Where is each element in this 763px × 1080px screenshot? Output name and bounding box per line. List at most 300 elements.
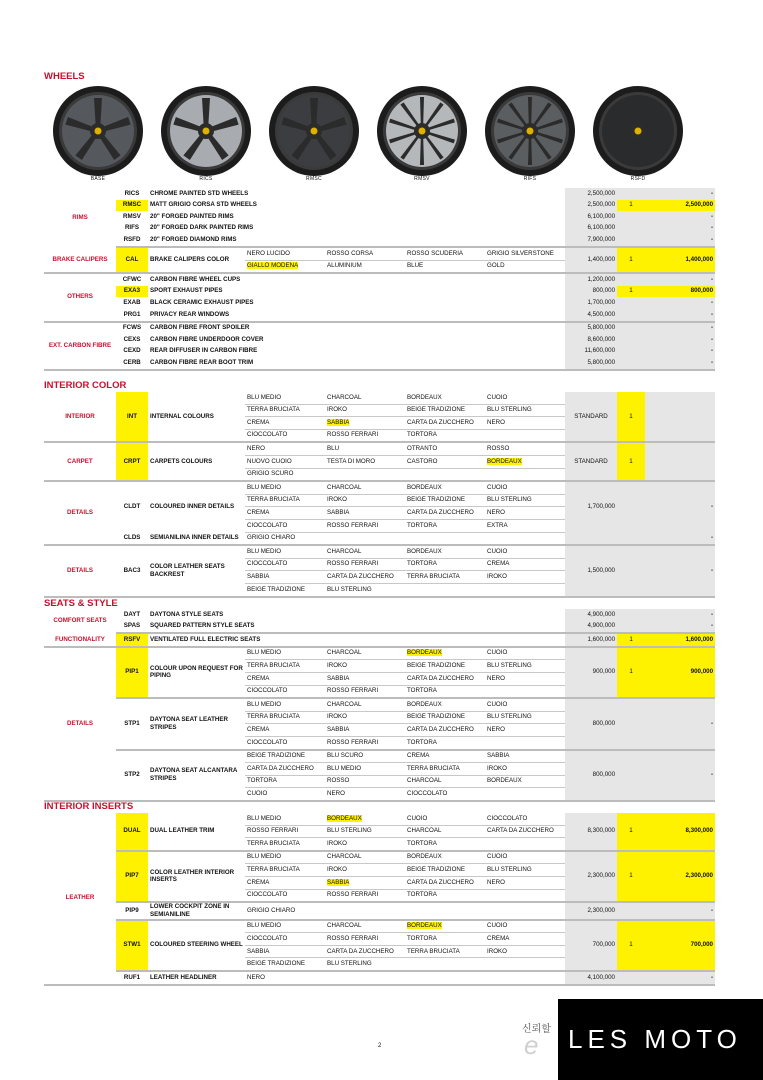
option-total: - [645, 357, 715, 370]
wheel-rmsc [266, 84, 362, 182]
color-choice: GRIGIO SCURO [245, 468, 325, 481]
option-description: COLOR LEATHER SEATS BACKREST [148, 545, 245, 596]
color-choice: CREMA [245, 417, 325, 430]
option-row [44, 322, 715, 335]
color-choice: GOLD [485, 260, 565, 273]
option-row [44, 334, 715, 346]
option-price: 2,500,000 [565, 188, 617, 200]
color-choice: CIOCCOLATO [245, 933, 325, 946]
color-choice: ROSSO FERRARI [325, 558, 405, 571]
wheel-label: RMSC [306, 176, 322, 182]
color-choice [405, 583, 485, 596]
color-choice: IROKO [485, 763, 565, 776]
option-description: 20" FORGED DARK PAINTED RIMS [150, 224, 254, 232]
option-row [44, 813, 715, 825]
option-description: BRAKE CALIPERS COLOR [148, 247, 245, 273]
option-price: 2,300,000 [565, 851, 617, 902]
color-choice: BLU MEDIO [245, 813, 325, 825]
option-description: LEATHER HEADLINER [148, 971, 245, 985]
option-quantity [617, 971, 645, 985]
option-total: - [645, 481, 715, 532]
color-choice [485, 429, 565, 442]
color-choice: NERO [245, 442, 325, 455]
option-row [44, 481, 715, 494]
color-choice: IROKO [325, 838, 405, 851]
color-choice: ROSSO [325, 775, 405, 788]
option-description: CHROME PAINTED STD WHEELS [150, 189, 249, 197]
color-choice [485, 583, 565, 596]
color-choice: CREMA [245, 507, 325, 520]
option-price: 1,700,000 [565, 297, 617, 309]
color-choice: TERRA BRUCIATA [405, 571, 485, 584]
option-description: CARBON FIBRE REAR BOOT TRIM [148, 357, 565, 370]
color-choice: BLU MEDIO [245, 392, 325, 404]
option-row [44, 647, 715, 660]
color-choice: CHARCOAL [325, 698, 405, 711]
option-description: COLOURED STEERING WHEEL [148, 920, 245, 971]
color-choice: SABBIA [245, 571, 325, 584]
color-choice: CREMA [485, 558, 565, 571]
color-choice: CHARCOAL [325, 392, 405, 404]
color-choice: BEIGE TRADIZIONE [245, 583, 325, 596]
option-quantity [617, 322, 645, 335]
category-label: DETAILS [44, 545, 116, 596]
color-choice: CHARCOAL [325, 647, 405, 660]
color-choice: NERO LUCIDO [245, 247, 325, 260]
color-choice [325, 902, 405, 920]
color-choice: TERRA BRUCIATA [245, 838, 325, 851]
color-choice: BLUE [405, 260, 485, 273]
option-total: - [645, 532, 715, 545]
option-code: RUF1 [116, 971, 148, 985]
option-total: - [645, 902, 715, 920]
color-choice: GRIGIO CHIARO [245, 902, 325, 920]
color-choice: BLU MEDIO [325, 763, 405, 776]
color-choice: SABBIA [325, 507, 405, 520]
option-price: 800,000 [565, 750, 617, 801]
color-choice: SABBIA [325, 876, 405, 889]
option-row [44, 442, 715, 455]
color-choice: TORTORA [405, 933, 485, 946]
color-choice: BLU STERLING [485, 660, 565, 673]
color-choice: ALUMINIUM [325, 260, 405, 273]
color-choice: CHARCOAL [405, 775, 485, 788]
option-row [44, 392, 715, 404]
color-choice [325, 971, 405, 985]
option-total [645, 442, 715, 481]
color-choice: CHARCOAL [325, 545, 405, 558]
option-description: CARPETS COLOURS [148, 442, 245, 481]
option-price [565, 532, 617, 545]
color-choice: BORDEAUX [405, 545, 485, 558]
color-choice: CUOIO [485, 698, 565, 711]
color-choice: CIOCCOLATO [485, 813, 565, 825]
option-code: DAYT [123, 610, 141, 618]
color-choice: BLU STERLING [485, 864, 565, 877]
color-choice: CHARCOAL [405, 825, 485, 838]
option-total: - [645, 297, 715, 309]
color-choice: IROKO [485, 945, 565, 958]
option-row [44, 902, 715, 920]
watermark-text: 신뢰할 [522, 1024, 551, 1035]
color-choice: IROKO [325, 711, 405, 724]
option-code: PIP9 [116, 902, 148, 920]
color-choice: CREMA [485, 933, 565, 946]
color-choice: TERRA BRUCIATA [245, 864, 325, 877]
category-label: INTERIOR [44, 392, 116, 442]
option-row [44, 211, 715, 223]
color-choice: CUOIO [485, 920, 565, 933]
option-quantity [617, 481, 645, 532]
option-row [44, 286, 715, 298]
section-title-interior-inserts: INTERIOR INSERTS [44, 801, 134, 812]
option-description: SEMIANILINA INNER DETAILS [148, 532, 245, 545]
option-total: - [645, 309, 715, 322]
color-choice: TERRA BRUCIATA [405, 945, 485, 958]
option-total: - [645, 346, 715, 358]
color-choice: BEIGE TRADIZIONE [245, 750, 325, 763]
color-choice: CIOCCOLATO [245, 558, 325, 571]
option-price: 2,300,000 [565, 902, 617, 920]
color-choice: IROKO [325, 660, 405, 673]
option-price: 1,500,000 [565, 545, 617, 596]
option-price: STANDARD [565, 442, 617, 481]
color-choice [405, 958, 485, 971]
color-choice: TERRA BRUCIATA [245, 404, 325, 417]
color-choice: CUOIO [245, 788, 325, 801]
option-code: INT [116, 392, 148, 442]
option-row [44, 633, 715, 647]
option-row [44, 920, 715, 933]
option-code: CFWC [122, 275, 142, 283]
color-choice [485, 889, 565, 902]
wheel-label: RIFS [523, 176, 537, 182]
option-code: RMSV [123, 212, 141, 220]
color-choice: CARTA DA ZUCCHERO [405, 507, 485, 520]
color-choice: BEIGE TRADIZIONE [405, 404, 485, 417]
option-row [44, 851, 715, 864]
option-quantity [617, 357, 645, 370]
color-choice: ROSSO CORSA [325, 247, 405, 260]
option-code: PIP1 [116, 647, 148, 698]
option-quantity: 1 [617, 633, 645, 647]
option-quantity [617, 545, 645, 596]
category-label: OTHERS [44, 273, 116, 321]
option-row [44, 545, 715, 558]
color-choice: NERO [485, 507, 565, 520]
option-description: LOWER COCKPIT ZONE IN SEMIANILINE [148, 902, 245, 920]
color-choice: BLU MEDIO [245, 647, 325, 660]
color-choice: ROSSO [485, 442, 565, 455]
option-price: STANDARD [565, 392, 617, 442]
option-total: - [645, 698, 715, 749]
color-choice: BLU MEDIO [245, 698, 325, 711]
color-choice: CIOCCOLATO [245, 889, 325, 902]
color-choice: IROKO [325, 404, 405, 417]
option-code: RSFV [116, 633, 148, 647]
color-choice: IROKO [485, 571, 565, 584]
option-quantity [617, 609, 645, 621]
option-row [44, 698, 715, 711]
color-choice: NUOVO CUOIO [245, 455, 325, 468]
color-choice [485, 971, 565, 985]
option-row [44, 346, 715, 358]
color-choice: EXTRA [485, 519, 565, 532]
color-choice: BORDEAUX [405, 392, 485, 404]
color-choice: BLU STERLING [325, 825, 405, 838]
option-description: INTERNAL COLOURS [148, 392, 245, 442]
color-choice [405, 971, 485, 985]
option-code: STP2 [116, 750, 148, 801]
option-quantity [617, 211, 645, 223]
color-choice: CARTA DA ZUCCHERO [485, 825, 565, 838]
option-description: REAR DIFFUSER IN CARBON FIBRE [150, 347, 258, 355]
option-total: 8,300,000 [645, 813, 715, 851]
option-total: - [645, 545, 715, 596]
option-total: - [645, 750, 715, 801]
option-quantity [617, 621, 645, 634]
option-price: 2,500,000 [565, 200, 617, 212]
category-label: LEATHER [44, 813, 116, 985]
color-choice: CARTA DA ZUCCHERO [405, 724, 485, 737]
color-choice: CREMA [245, 724, 325, 737]
option-price: 6,100,000 [565, 223, 617, 235]
color-choice: NERO [485, 876, 565, 889]
color-choice: BLU STERLING [485, 711, 565, 724]
seats-style-table [44, 609, 715, 802]
color-choice: BEIGE TRADIZIONE [405, 711, 485, 724]
option-quantity: 1 [617, 286, 645, 298]
color-choice: CHARCOAL [325, 481, 405, 494]
color-choice [405, 902, 485, 920]
option-total: - [645, 188, 715, 200]
exterior-options-table [44, 188, 715, 371]
option-code: RSFD [116, 234, 148, 247]
option-total: - [645, 621, 715, 634]
color-choice: OTRANTO [405, 442, 485, 455]
option-quantity [617, 309, 645, 322]
color-choice: NERO [485, 724, 565, 737]
category-label: DETAILS [44, 481, 116, 545]
option-row [44, 532, 715, 545]
option-row [44, 971, 715, 985]
option-quantity [617, 297, 645, 309]
option-price: 6,100,000 [565, 211, 617, 223]
option-price: 5,800,000 [565, 322, 617, 335]
option-price: 1,400,000 [565, 247, 617, 273]
wheel-rmsv-image [374, 84, 470, 178]
wheel-rifs-image [482, 84, 578, 178]
wheel-rmsc-image [266, 84, 362, 178]
wheel-rics [158, 84, 254, 182]
option-price: 8,300,000 [565, 813, 617, 851]
option-quantity [617, 223, 645, 235]
color-choice: CARTA DA ZUCCHERO [405, 876, 485, 889]
wheel-label: RICS [199, 176, 213, 182]
wheel-rmsv [374, 84, 470, 182]
option-code: RIFS [124, 224, 140, 232]
option-description: COLOUR UPON REQUEST FOR PIPING [148, 647, 245, 698]
color-choice: TORTORA [405, 736, 485, 749]
option-quantity: 1 [617, 392, 645, 442]
option-description: BLACK CERAMIC EXHAUST PIPES [150, 299, 254, 307]
option-description: CARBON FIBRE UNDERDOOR COVER [150, 335, 264, 343]
option-code: CEXD [123, 347, 141, 355]
option-description: CARBON FIBRE FRONT SPOILER [150, 324, 250, 332]
color-choice: BLU MEDIO [245, 545, 325, 558]
option-total: - [645, 223, 715, 235]
color-choice: BORDEAUX [405, 647, 485, 660]
color-choice: BEIGE TRADIZIONE [405, 494, 485, 507]
les-moto-logo: LES MOTO [558, 999, 763, 1080]
color-choice [405, 468, 485, 481]
color-choice: BLU [325, 442, 405, 455]
color-choice: NERO [325, 788, 405, 801]
wheel-base-image [50, 84, 146, 178]
option-quantity: 1 [617, 920, 645, 971]
color-choice: CREMA [405, 750, 485, 763]
option-quantity [617, 234, 645, 247]
color-choice: CIOCCOLATO [245, 685, 325, 698]
wheel-rsfd [590, 84, 686, 182]
option-description: CARBON FIBRE WHEEL CUPS [150, 275, 241, 283]
option-quantity: 1 [617, 442, 645, 481]
option-description: DAYTONA STYLE SEATS [150, 610, 224, 618]
option-total: 800,000 [645, 286, 715, 298]
wheel-images [50, 84, 720, 186]
color-choice: GRIGIO SILVERSTONE [485, 247, 565, 260]
option-description: DAYTONA SEAT LEATHER STRIPES [148, 698, 245, 749]
wheel-rics-image [158, 84, 254, 178]
color-choice [485, 736, 565, 749]
option-code: CAL [116, 247, 148, 273]
color-choice: TERRA BRUCIATA [245, 711, 325, 724]
option-price: 4,100,000 [565, 971, 617, 985]
color-choice [485, 838, 565, 851]
color-choice: NERO [245, 971, 325, 985]
option-quantity: 1 [617, 851, 645, 902]
category-label: BRAKE CALIPERS [44, 247, 116, 273]
option-description: 20" FORGED PAINTED RIMS [150, 212, 234, 220]
color-choice: BEIGE TRADIZIONE [405, 864, 485, 877]
color-choice: ROSSO FERRARI [325, 519, 405, 532]
category-label: COMFORT SEATS [53, 617, 107, 625]
option-row [44, 200, 715, 212]
color-choice: CUOIO [405, 813, 485, 825]
option-total: 2,300,000 [645, 851, 715, 902]
color-choice: CREMA [245, 876, 325, 889]
option-description: PRIVACY REAR WINDOWS [148, 309, 565, 322]
color-choice: BEIGE TRADIZIONE [405, 660, 485, 673]
option-quantity [617, 188, 645, 200]
option-code: FCWS [122, 324, 142, 332]
option-row [44, 188, 715, 200]
option-total: - [645, 234, 715, 247]
color-choice: IROKO [325, 864, 405, 877]
option-total: 2,500,000 [645, 200, 715, 212]
interior-inserts-table [44, 813, 715, 986]
color-choice [325, 532, 405, 545]
option-description: DAYTONA SEAT ALCANTARA STRIPES [148, 750, 245, 801]
color-choice: TERRA BRUCIATA [405, 763, 485, 776]
color-choice: CUOIO [485, 647, 565, 660]
option-row [44, 273, 715, 286]
color-choice: BLU MEDIO [245, 920, 325, 933]
option-price: 7,900,000 [565, 234, 617, 247]
option-price: 800,000 [565, 286, 617, 298]
color-choice: BEIGE TRADIZIONE [245, 958, 325, 971]
color-choice: CARTA DA ZUCCHERO [405, 417, 485, 430]
color-choice: TORTORA [245, 775, 325, 788]
option-quantity: 1 [617, 813, 645, 851]
color-choice: CARTA DA ZUCCHERO [325, 945, 405, 958]
option-price: 8,600,000 [565, 334, 617, 346]
category-label: DETAILS [44, 647, 116, 801]
color-choice: BLU STERLING [485, 404, 565, 417]
watermark-mark: e [524, 1030, 539, 1060]
section-title-interior-color: INTERIOR COLOR [44, 380, 127, 391]
color-choice [405, 532, 485, 545]
color-choice: BORDEAUX [405, 698, 485, 711]
option-code: EXAB [123, 299, 141, 307]
color-choice: NERO [485, 672, 565, 685]
option-price: 1,200,000 [565, 273, 617, 286]
color-choice: TESTA DI MORO [325, 455, 405, 468]
option-row [44, 621, 715, 634]
option-description: SQUARED PATTERN STYLE SEATS [148, 621, 565, 634]
option-code: CRPT [116, 442, 148, 481]
color-choice: CUOIO [485, 851, 565, 864]
wheel-base [50, 84, 146, 182]
option-quantity: 1 [617, 200, 645, 212]
option-code: PIP7 [116, 851, 148, 902]
option-row [44, 750, 715, 763]
color-choice: SABBIA [245, 945, 325, 958]
wheel-rifs [482, 84, 578, 182]
option-total: - [645, 609, 715, 621]
color-choice [485, 958, 565, 971]
option-total: - [645, 273, 715, 286]
color-choice: BORDEAUX [325, 813, 405, 825]
option-total: 700,000 [645, 920, 715, 971]
color-choice: SABBIA [485, 750, 565, 763]
option-code: CEXS [123, 335, 141, 343]
wheel-rsfd-image [590, 84, 686, 178]
color-choice [325, 468, 405, 481]
category-label: EXT. CARBON FIBRE [44, 322, 116, 370]
color-choice: TORTORA [405, 429, 485, 442]
option-code: BAC3 [116, 545, 148, 596]
option-total: - [645, 971, 715, 985]
color-choice: CARTA DA ZUCCHERO [325, 571, 405, 584]
wheel-label: RSFD [630, 176, 646, 182]
color-choice: SABBIA [325, 724, 405, 737]
color-choice: ROSSO FERRARI [325, 889, 405, 902]
color-choice [485, 788, 565, 801]
color-choice: BORDEAUX [405, 920, 485, 933]
option-price: 1,700,000 [565, 481, 617, 532]
option-code: CLDS [116, 532, 148, 545]
option-price: 1,600,000 [565, 633, 617, 647]
option-code: STW1 [116, 920, 148, 971]
option-price: 900,000 [565, 647, 617, 698]
color-choice: CIOCCOLATO [245, 519, 325, 532]
color-choice: BLU MEDIO [245, 481, 325, 494]
color-choice: ROSSO FERRARI [245, 825, 325, 838]
option-description: COLOR LEATHER INTERIOR INSERTS [148, 851, 245, 902]
color-choice [485, 468, 565, 481]
option-code: STP1 [116, 698, 148, 749]
